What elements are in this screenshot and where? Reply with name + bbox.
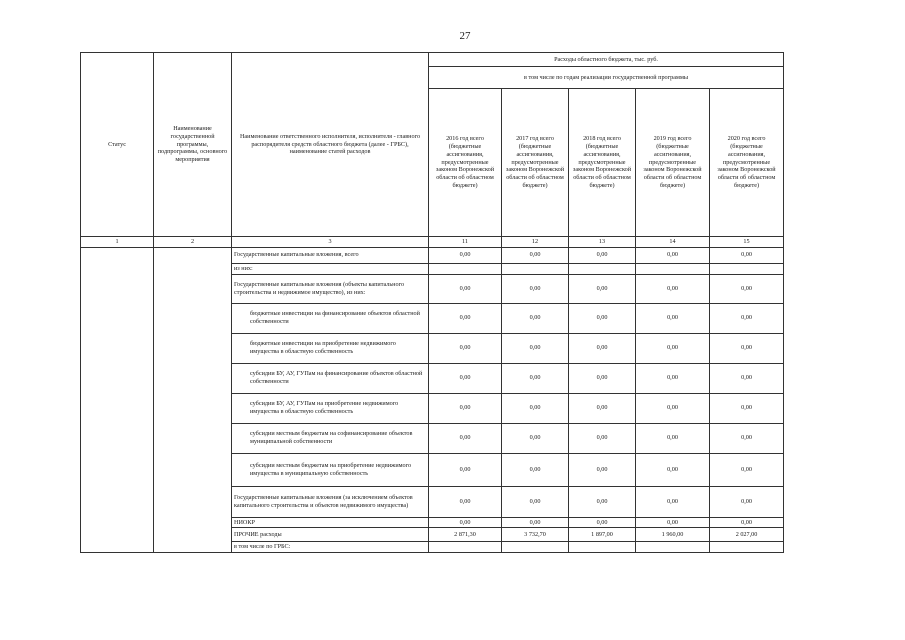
header-executor: Наименование ответственного исполнителя, исполнителя - главного распорядителя средств областного бюджета (далее - ГРБС), наименование статей расходов [232,53,429,237]
header-year-2020: 2020 год всего (бюджетные ассигнования, предусмотренные законом Воронежской области об областном бюджете) [710,89,784,237]
value-cell: 0,00 [636,393,710,423]
row-label: Государственные капитальные вложения, всего [232,247,429,263]
value-cell: 0,00 [636,274,710,303]
row-label: бюджетные инвестиции на приобретение недвижимого имущества в областную собственность [232,333,429,363]
value-cell: 0,00 [710,393,784,423]
value-cell: 3 732,70 [502,528,569,542]
header-budget-title: Расходы областного бюджета, тыс. руб. [429,53,784,67]
value-cell: 0,00 [569,363,636,393]
value-cell [502,263,569,274]
value-cell: 1 960,00 [636,528,710,542]
value-cell: 0,00 [502,274,569,303]
value-cell: 0,00 [569,486,636,517]
row-label: из них: [232,263,429,274]
value-cell: 0,00 [502,393,569,423]
row-label: в том числе по ГРБС: [232,542,429,553]
header-year-2019: 2019 год всего (бюджетные ассигнования, предусмотренные законом Воронежской области об областном бюджете) [636,89,710,237]
value-cell: 0,00 [502,423,569,453]
value-cell: 0,00 [429,393,502,423]
value-cell: 0,00 [636,333,710,363]
row-label: бюджетные инвестиции на финансирование объектов областной собственности [232,303,429,333]
value-cell: 0,00 [569,423,636,453]
value-cell: 0,00 [710,333,784,363]
value-cell: 0,00 [429,247,502,263]
value-cell: 0,00 [429,303,502,333]
value-cell: 0,00 [569,247,636,263]
value-cell: 0,00 [710,274,784,303]
header-year-2018: 2018 год всего (бюджетные ассигнования, предусмотренные законом Воронежской области об областном бюджете) [569,89,636,237]
value-cell: 0,00 [569,517,636,528]
col-number: 2 [154,237,232,248]
value-cell [636,263,710,274]
value-cell: 0,00 [710,486,784,517]
row-label: субсидии БУ, АУ, ГУПам на приобретение недвижимого имущества в областную собственность [232,393,429,423]
value-cell: 0,00 [429,423,502,453]
value-cell: 0,00 [569,393,636,423]
value-cell: 0,00 [710,517,784,528]
value-cell: 0,00 [569,453,636,486]
header-program-name: Наименование государственной программы, подпрограммы, основного мероприятия [154,53,232,237]
value-cell: 0,00 [636,423,710,453]
value-cell: 0,00 [429,517,502,528]
value-cell: 0,00 [710,247,784,263]
value-cell: 0,00 [636,486,710,517]
header-by-years: в том числе по годам реализации государственной программы [429,67,784,89]
value-cell: 0,00 [636,363,710,393]
value-cell: 0,00 [710,423,784,453]
row-label: НИОКР [232,517,429,528]
value-cell: 0,00 [636,247,710,263]
value-cell: 0,00 [502,303,569,333]
value-cell: 0,00 [710,453,784,486]
value-cell: 0,00 [429,486,502,517]
value-cell: 0,00 [502,247,569,263]
row-label: Государственные капитальные вложения (объекты капитального строительства и недвижимое имущество), из них: [232,274,429,303]
value-cell: 0,00 [429,333,502,363]
col-number: 14 [636,237,710,248]
value-cell: 2 871,30 [429,528,502,542]
value-cell: 0,00 [710,303,784,333]
value-cell: 0,00 [569,303,636,333]
header-year-2017: 2017 год всего (бюджетные ассигнования, предусмотренные законом Воронежской области об областном бюджете) [502,89,569,237]
value-cell: 0,00 [502,333,569,363]
header-status: Статус [81,53,154,237]
header-year-2016: 2016 год всего (бюджетные ассигнования, предусмотренные законом Воронежской области об областном бюджете) [429,89,502,237]
budget-table [80,52,784,553]
table-row [81,247,784,263]
value-cell [569,542,636,553]
value-cell [636,542,710,553]
page-number: 27 [459,30,471,42]
value-cell: 0,00 [502,486,569,517]
col-number: 13 [569,237,636,248]
value-cell: 0,00 [429,363,502,393]
value-cell [502,542,569,553]
row-label: ПРОЧИЕ расходы [232,528,429,542]
value-cell: 1 897,00 [569,528,636,542]
value-cell: 0,00 [429,453,502,486]
value-cell [710,263,784,274]
value-cell: 0,00 [429,274,502,303]
value-cell: 0,00 [636,303,710,333]
col-number: 1 [81,237,154,248]
col-number: 11 [429,237,502,248]
value-cell: 0,00 [710,363,784,393]
status-cell [81,247,154,552]
col-number: 3 [232,237,429,248]
row-label: субсидии БУ, АУ, ГУПам на финансирование объектов областной собственности [232,363,429,393]
row-label: субсидии местным бюджетам на приобретение недвижимого имущества в муниципальную собственность [232,453,429,486]
value-cell: 0,00 [636,453,710,486]
value-cell: 0,00 [502,363,569,393]
row-label: Государственные капитальные вложения (за исключением объектов капитального строительства и объектов недвижимого имущества) [232,486,429,517]
value-cell: 0,00 [569,333,636,363]
value-cell: 0,00 [569,274,636,303]
value-cell: 0,00 [502,453,569,486]
value-cell: 2 027,00 [710,528,784,542]
value-cell [429,542,502,553]
value-cell: 0,00 [502,517,569,528]
value-cell [569,263,636,274]
program-name-cell [154,247,232,552]
col-number: 12 [502,237,569,248]
row-label: субсидии местным бюджетам на софинансирование объектов муниципальной собственности [232,423,429,453]
value-cell [429,263,502,274]
value-cell: 0,00 [636,517,710,528]
col-number: 15 [710,237,784,248]
value-cell [710,542,784,553]
